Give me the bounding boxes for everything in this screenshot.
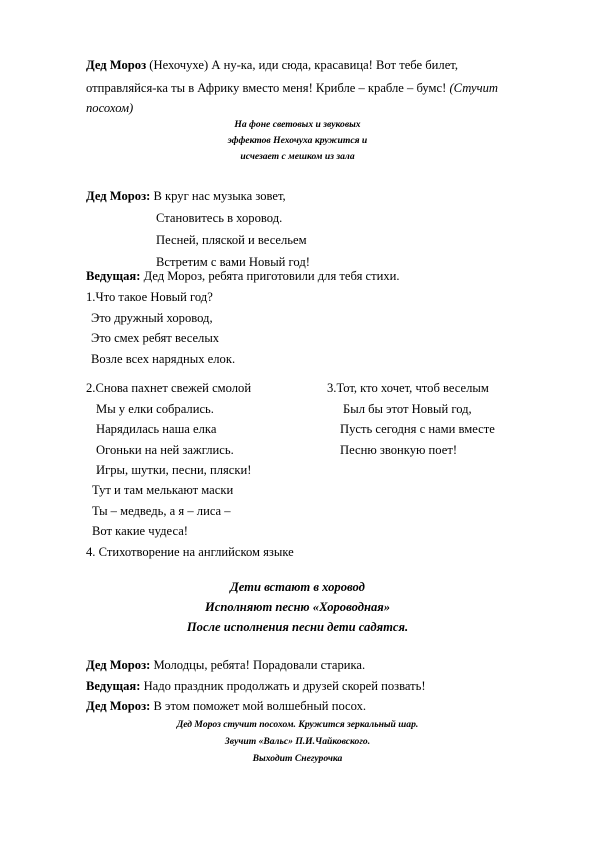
stage-direction: посохом) [86, 101, 134, 115]
poem-2-line: 2.Снова пахнет свежей смолой [86, 381, 252, 395]
line-text: В круг нас музыка зовет, [150, 189, 286, 203]
speaker-name: Ведущая: [86, 679, 141, 693]
stage-note-line: Исполняют песню «Хороводная» [204, 600, 391, 614]
verse-line: Песней, пляской и весельем [156, 233, 307, 247]
poem-1-line: Это смех ребят веселых [91, 331, 220, 345]
stage-note-line: После исполнения песни дети садятся. [186, 620, 409, 634]
paragraph-ded-moroz-1 [86, 56, 458, 74]
poem-3-line: Песню звонкую поет! [340, 443, 458, 457]
verse-line: Становитесь в хоровод. [156, 211, 283, 225]
poem-2-line: Игры, шутки, песни, пляски! [96, 463, 252, 477]
paragraph-vedushchaya [86, 267, 400, 285]
poem-2-line: Ты – медведь, а я – лиса – [92, 504, 231, 518]
line-text: Молодцы, ребята! Порадовали старика. [150, 658, 366, 672]
poem-2-line: Мы у елки собрались. [96, 402, 214, 416]
stage-note-line: Выходит Снегурочка [252, 753, 343, 764]
stage-note-line: На фоне световых и звуковых [234, 119, 361, 130]
poem-2-line: Вот какие чудеса! [92, 524, 188, 538]
line-text: Дед Мороз, ребята приготовили для тебя стихи. [140, 269, 400, 283]
poem-2-line: Нарядилась наша елка [96, 422, 217, 436]
line-text: Надо праздник продолжать и друзей скорей позвать! [140, 679, 426, 693]
stage-note-line: Дед Мороз стучит посохом. Кружится зеркальный шар. [176, 719, 419, 730]
poem-2-line: Тут и там мелькают маски [92, 483, 234, 497]
line-text: отправляйся-ка ты в Африку вместо меня! Крибле – крабле – бумс! [86, 81, 450, 95]
speaker-name: Ведущая: [86, 269, 141, 283]
paragraph-vedushchaya-2 [86, 677, 426, 695]
paragraph-ded-moroz-2 [86, 187, 286, 205]
stage-direction: (Стучит [449, 81, 498, 95]
speaker-name: Дед Мороз: [86, 658, 151, 672]
speaker-name: Дед Мороз [86, 58, 147, 72]
line-text: В этом поможет мой волшебный посох. [150, 699, 367, 713]
paragraph-ded-moroz-3 [86, 656, 365, 674]
poem-2-line: Огоньки на ней зажглись. [96, 443, 234, 457]
speaker-name: Дед Мороз: [86, 189, 151, 203]
paragraph-line [86, 79, 498, 97]
verse-line: Встретим с вами Новый год! [156, 255, 310, 269]
stage-note-line: эффектов Нехочуха кружится и [227, 135, 368, 146]
poem-1-line: Это дружный хоровод, [91, 311, 213, 325]
stage-note-line: исчезает с мешком из зала [240, 151, 355, 162]
speaker-name: Дед Мороз: [86, 699, 151, 713]
poem-1-line: Возле всех нарядных елок. [91, 352, 236, 366]
poem-3-line: Пусть сегодня с нами вместе [340, 422, 495, 436]
poem-1-line: 1.Что такое Новый год? [86, 290, 213, 304]
poem-4-line: 4. Стихотворение на английском языке [86, 545, 294, 559]
paragraph-ded-moroz-4 [86, 697, 366, 715]
poem-3-line: Был бы этот Новый год, [343, 402, 472, 416]
stage-note-line: Дети встают в хоровод [230, 580, 365, 594]
line-text: (Нехочухе) А ну-ка, иди сюда, красавица! Вот тебе билет, [146, 58, 458, 72]
stage-note-line: Звучит «Вальс» П.И.Чайковского. [224, 736, 371, 747]
poem-3-line: 3.Тот, кто хочет, чтоб веселым [327, 381, 489, 395]
